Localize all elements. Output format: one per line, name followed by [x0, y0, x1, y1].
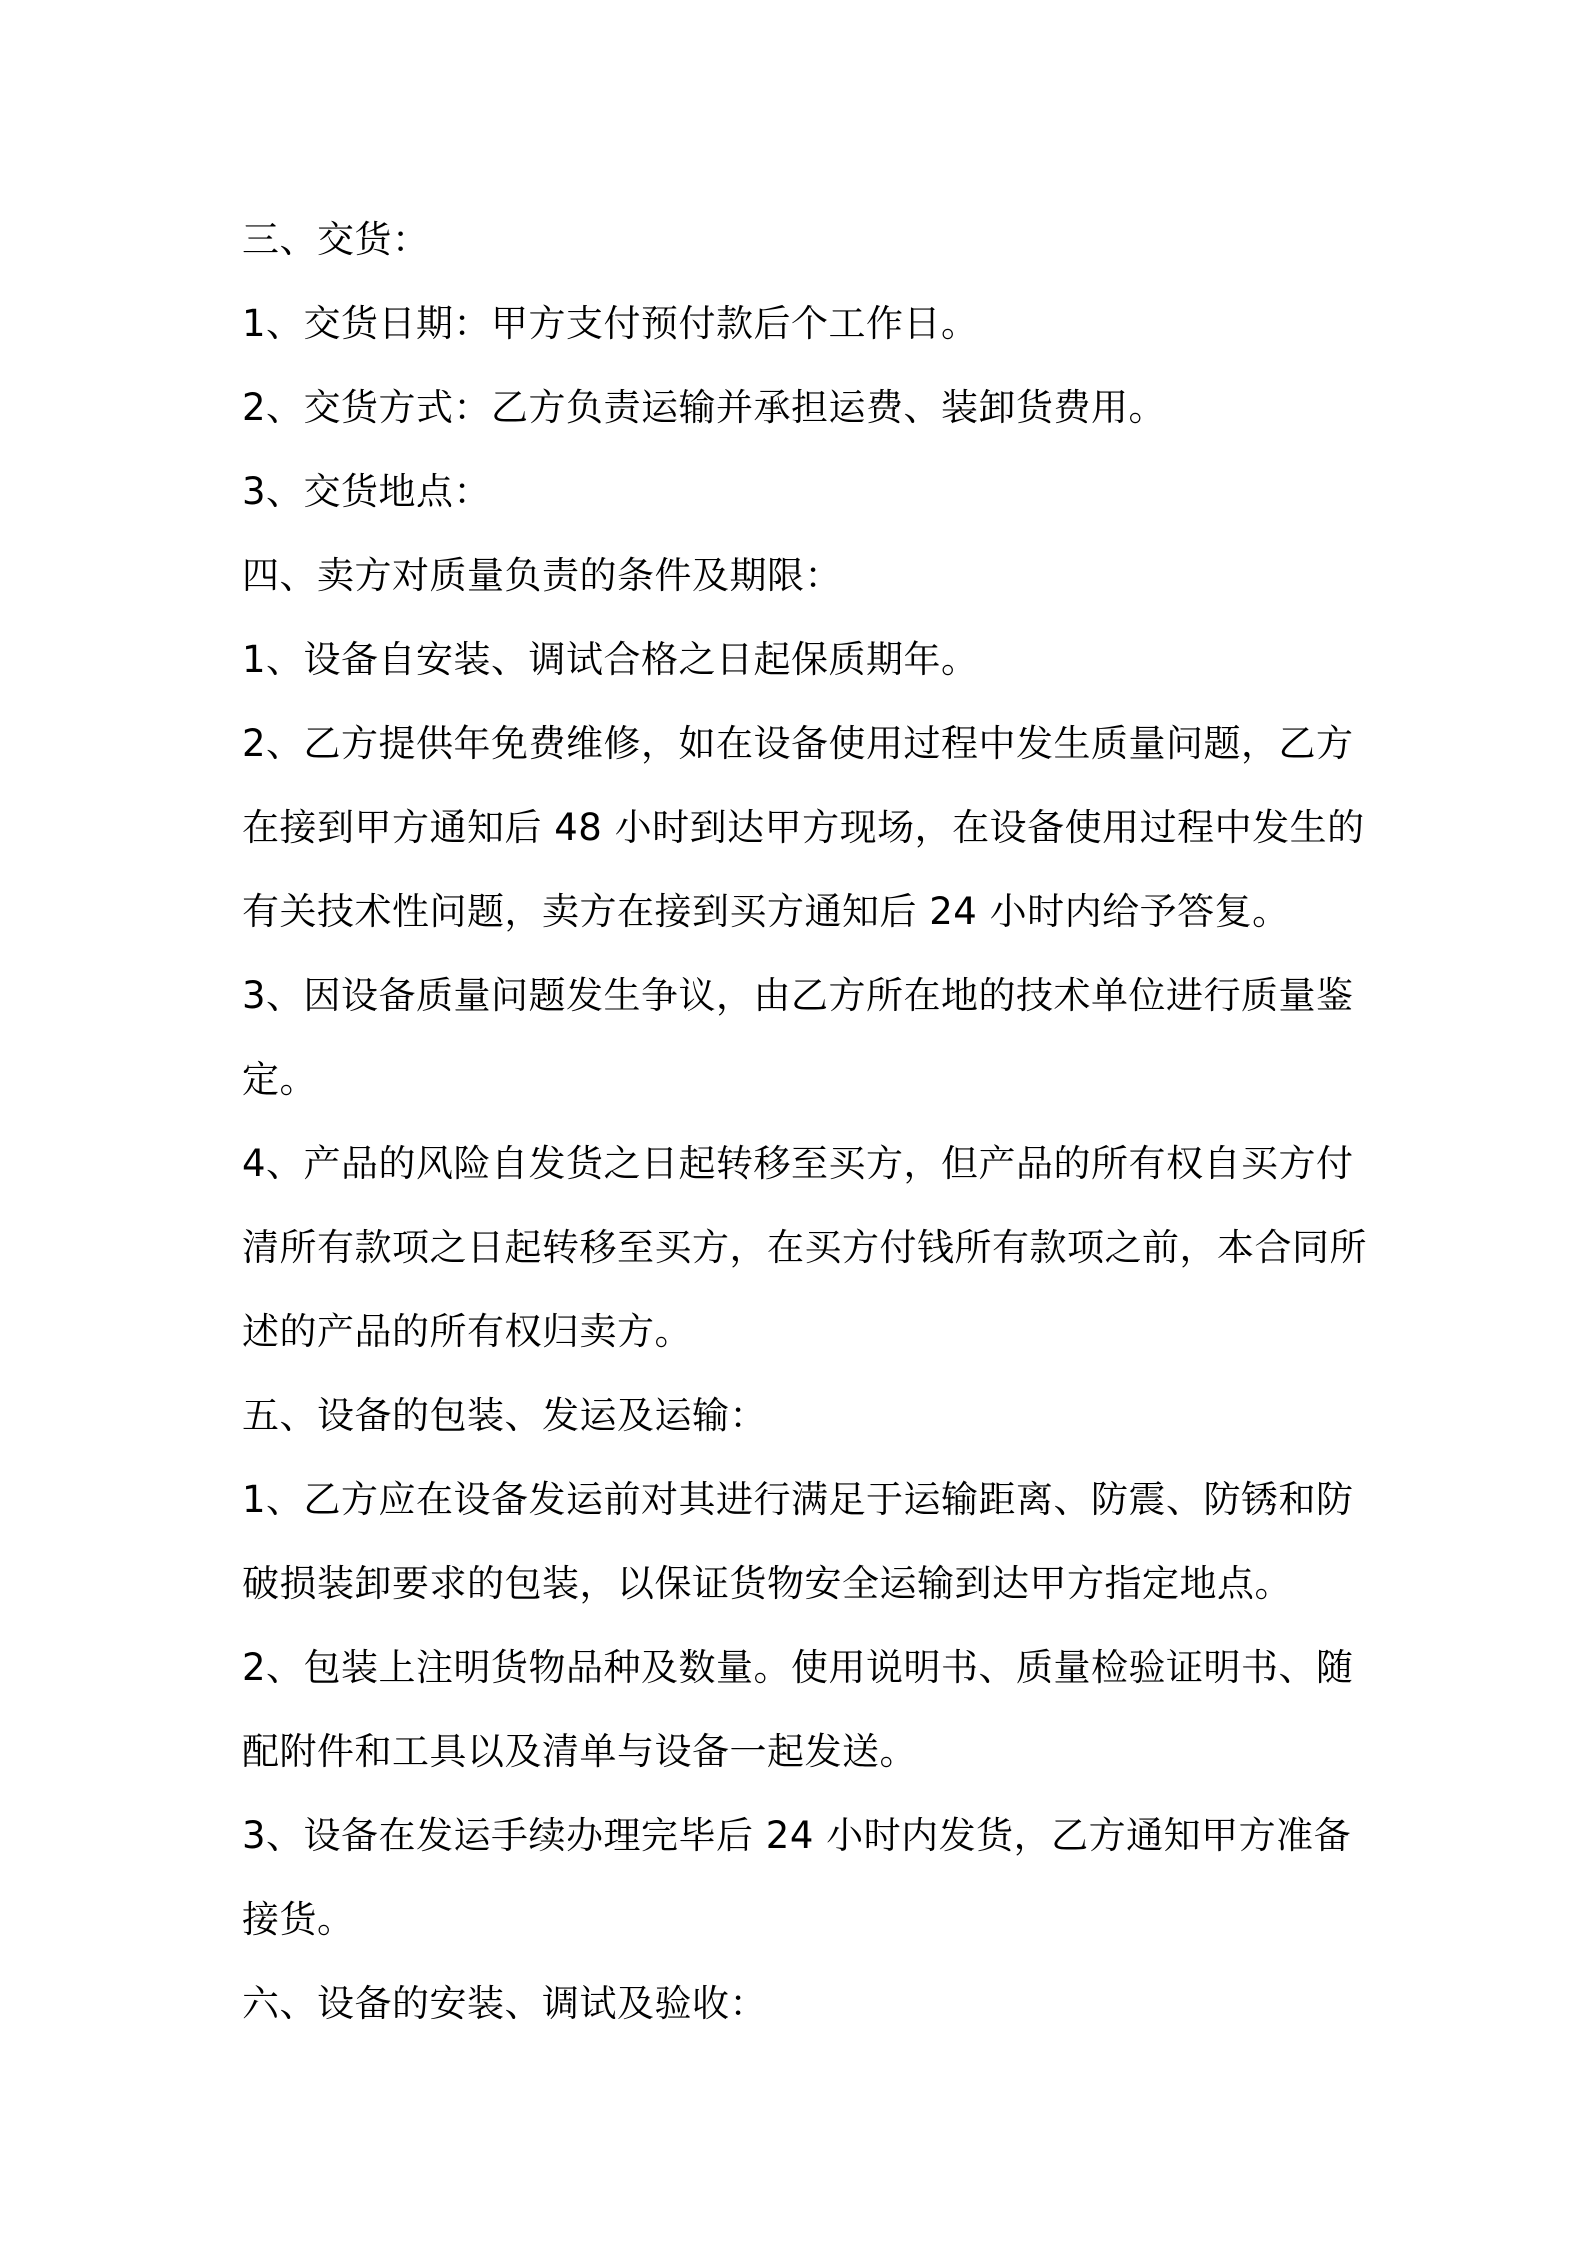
document-body	[242, 198, 1367, 2046]
labeling-clause-line-1: 2、包装上注明货物品种及数量。使用说明书、质量检验证明书、随	[242, 1646, 1354, 1689]
free-repair-clause-line-2: 在接到甲方通知后 48 小时到达甲方现场，在设备使用过程中发生的	[242, 806, 1365, 849]
dispute-clause-line-2: 定。	[242, 1058, 317, 1101]
dispute-clause-line-1: 3、因设备质量问题发生争议，由乙方所在地的技术单位进行质量鉴	[242, 974, 1354, 1017]
delivery-date-clause: 1、交货日期：甲方支付预付款后个工作日。	[242, 302, 979, 345]
free-repair-clause-line-3: 有关技术性问题，卖方在接到买方通知后 24 小时内给予答复。	[242, 890, 1290, 933]
shipping-notice-clause-line-1: 3、设备在发运手续办理完毕后 24 小时内发货，乙方通知甲方准备	[242, 1814, 1352, 1857]
packaging-clause-line-1: 1、乙方应在设备发运前对其进行满足于运输距离、防震、防锈和防	[242, 1478, 1354, 1521]
warranty-period-clause: 1、设备自安装、调试合格之日起保质期年。	[242, 638, 979, 681]
section-heading-quality: 四、卖方对质量负责的条件及期限：	[242, 554, 842, 597]
packaging-clause-line-2: 破损装卸要求的包装，以保证货物安全运输到达甲方指定地点。	[242, 1562, 1292, 1605]
section-heading-packaging: 五、设备的包装、发运及运输：	[242, 1394, 767, 1437]
risk-transfer-clause-line-1: 4、产品的风险自发货之日起转移至买方，但产品的所有权自买方付	[242, 1142, 1354, 1185]
section-heading-delivery: 三、交货：	[242, 218, 430, 261]
delivery-location-clause: 3、交货地点：	[242, 470, 492, 513]
labeling-clause-line-2: 配附件和工具以及清单与设备一起发送。	[242, 1730, 917, 1773]
free-repair-clause-line-1: 2、乙方提供年免费维修，如在设备使用过程中发生质量问题，乙方	[242, 722, 1354, 765]
delivery-method-clause: 2、交货方式：乙方负责运输并承担运费、装卸货费用。	[242, 386, 1167, 429]
shipping-notice-clause-line-2: 接货。	[242, 1898, 355, 1941]
risk-transfer-clause-line-2: 清所有款项之日起转移至买方，在买方付钱所有款项之前，本合同所	[242, 1226, 1367, 1269]
section-heading-installation: 六、设备的安装、调试及验收：	[242, 1982, 767, 2025]
risk-transfer-clause-line-3: 述的产品的所有权归卖方。	[242, 1310, 692, 1353]
